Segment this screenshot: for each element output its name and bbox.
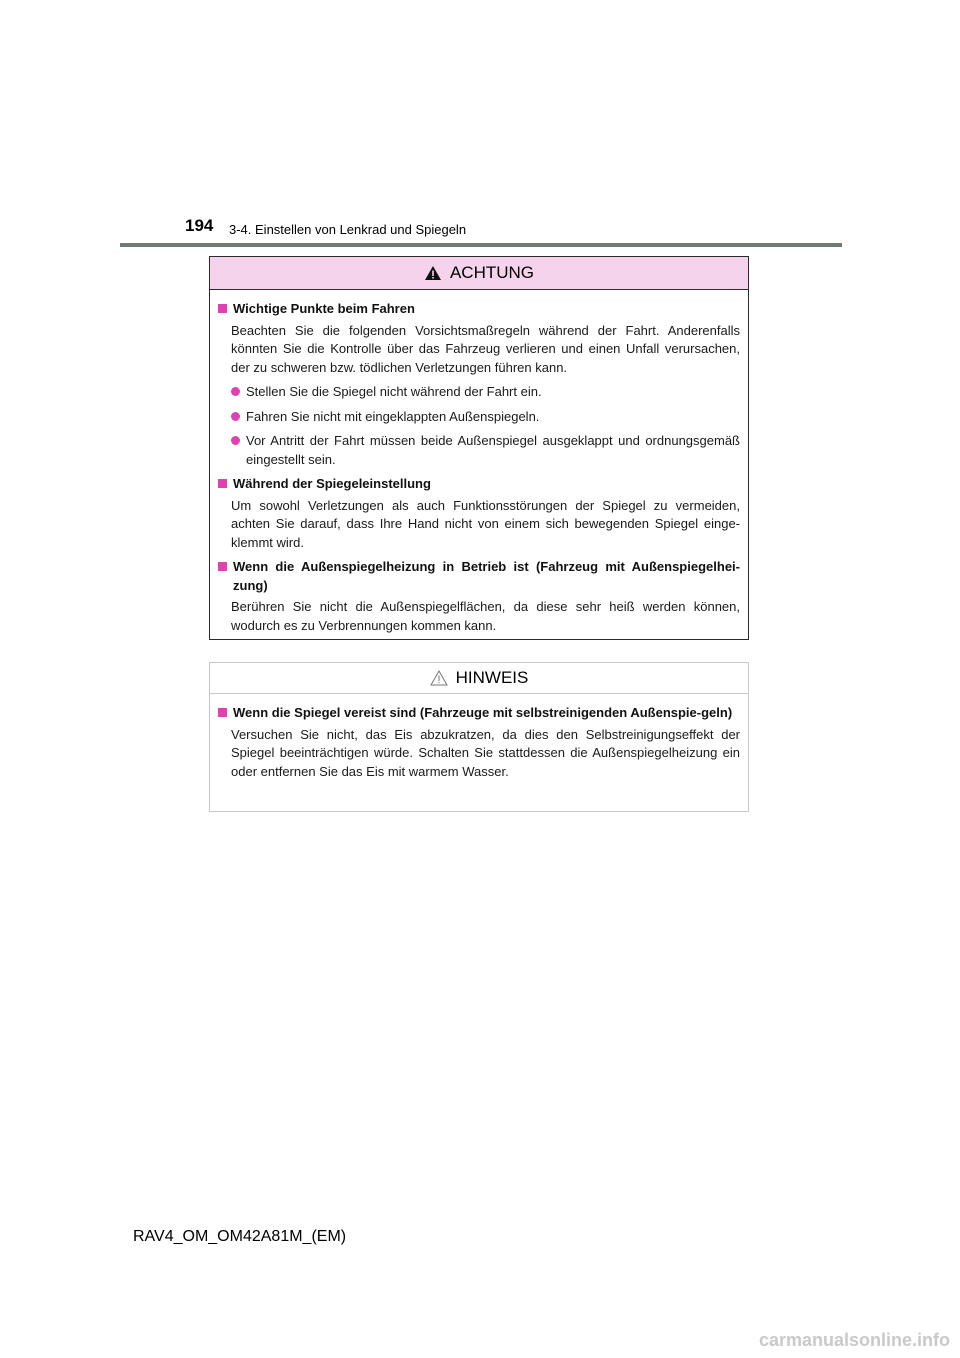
item-text: Um sowohl Verletzungen als auch Funktionsstörungen der Spiegel zu vermeiden, achten Sie darauf, dass Ihre Hand nicht von einem sich bewegenden Spiegel einge-klemmt wird. bbox=[231, 497, 740, 550]
bullet-text: Stellen Sie die Spiegel nicht während der Fahrt ein. bbox=[246, 384, 542, 399]
bullet-item bbox=[231, 383, 740, 402]
bullet-text: Fahren Sie nicht mit eingeklappten Außenspiegeln. bbox=[246, 408, 540, 424]
round-bullet-icon bbox=[231, 387, 240, 396]
item-title: Wenn die Außenspiegelheizung in Betrieb ist (Fahrzeug mit Außenspiegelhei-zung) bbox=[233, 559, 740, 593]
item-text: Beachten Sie die folgenden Vorsichtsmaßregeln während der Fahrt. Anderenfalls könnten Sie die Kontrolle über das Fahrzeug verlieren und einen Unfall verursachen, der zu schweren bzw. tödlichen Verletzungen führen kann. bbox=[231, 322, 740, 375]
section-title: 3-4. Einstellen von Lenkrad und Spiegeln bbox=[229, 222, 467, 237]
watermark: carmanualsonline.info bbox=[758, 1330, 950, 1350]
hinweis-title: HINWEIS bbox=[455, 668, 529, 687]
item-title: Während der Spiegeleinstellung bbox=[233, 476, 431, 491]
bullet-item bbox=[231, 432, 740, 469]
item-title: Wenn die Spiegel vereist sind (Fahrzeuge mit selbstreinigenden Außenspie-geln) bbox=[233, 705, 733, 720]
achtung-item bbox=[218, 475, 740, 552]
item-title: Wichtige Punkte beim Fahren bbox=[233, 301, 415, 316]
hinweis-header bbox=[210, 663, 748, 694]
item-text: Versuchen Sie nicht, das Eis abzukratzen, da dies den Selbstreinigungseffekt der Spiegel beeinträchtigen würde. Schalten Sie stattdessen die Außenspiegelheizung ein oder entfernen Sie das Eis mit warmem Wasser. bbox=[231, 726, 740, 779]
page-number: 194 bbox=[185, 216, 214, 235]
square-bullet-icon bbox=[218, 708, 227, 717]
hinweis-item bbox=[218, 704, 740, 781]
hinweis-box bbox=[209, 662, 749, 812]
round-bullet-icon bbox=[231, 412, 240, 421]
achtung-box bbox=[209, 256, 749, 640]
square-bullet-icon bbox=[218, 562, 227, 571]
bullet-text: Vor Antritt der Fahrt müssen beide Außenspiegel ausgeklappt und ordnungsgemäß eingestellt sein. bbox=[246, 433, 740, 467]
achtung-item bbox=[218, 558, 740, 635]
caution-outline-icon bbox=[430, 670, 448, 686]
document-code: RAV4_OM_OM42A81M_(EM) bbox=[133, 1228, 347, 1245]
round-bullet-icon bbox=[231, 436, 240, 445]
bullet-item bbox=[231, 408, 740, 427]
achtung-header bbox=[210, 257, 748, 290]
square-bullet-icon bbox=[218, 304, 227, 313]
warning-triangle-icon bbox=[424, 265, 442, 281]
achtung-body bbox=[210, 290, 748, 635]
header-divider bbox=[120, 243, 842, 247]
achtung-item bbox=[218, 300, 740, 469]
page-header bbox=[0, 0, 960, 250]
achtung-title: ACHTUNG bbox=[449, 263, 535, 282]
square-bullet-icon bbox=[218, 479, 227, 488]
item-text: Berühren Sie nicht die Außenspiegelflächen, da diese sehr heiß werden können, wodurch es zu Verbrennungen kommen kann. bbox=[231, 599, 740, 633]
hinweis-body bbox=[210, 694, 748, 781]
